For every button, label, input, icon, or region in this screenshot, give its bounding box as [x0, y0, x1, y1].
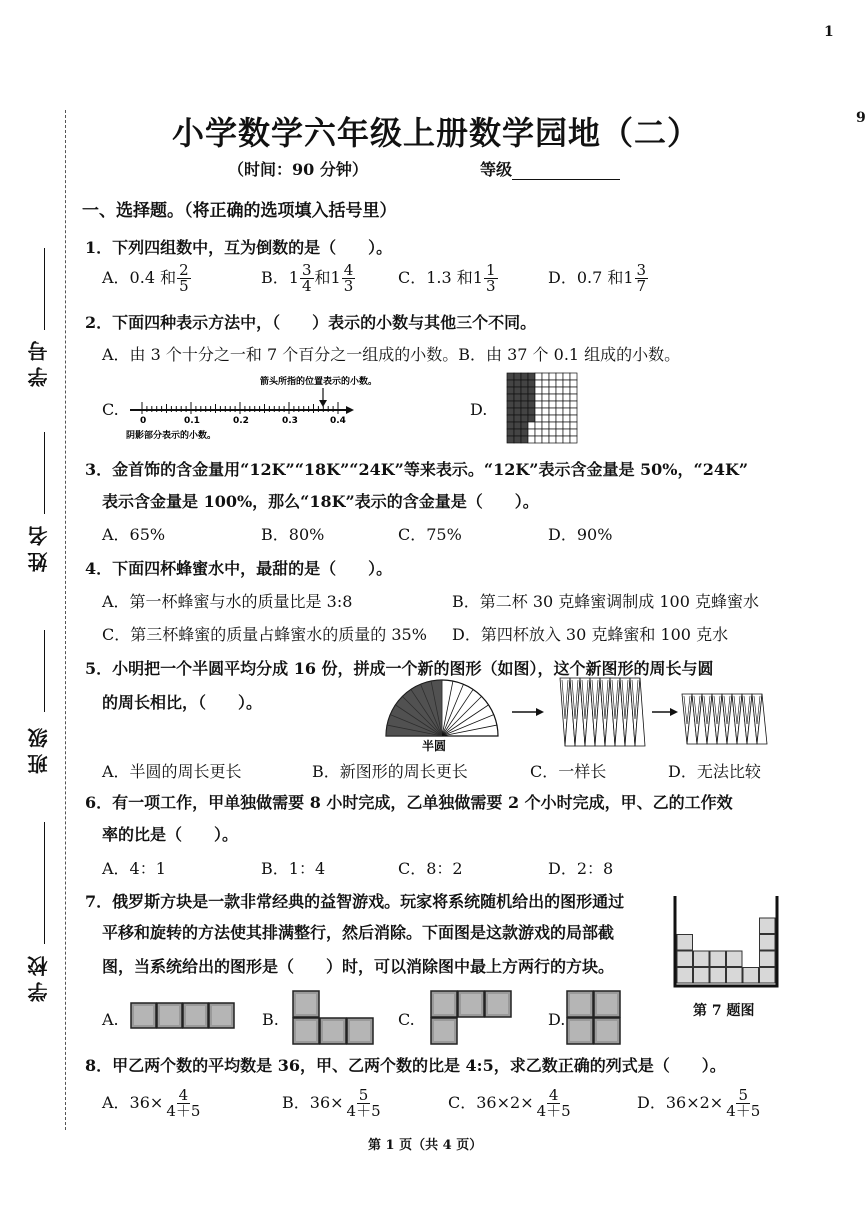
grid-cell [528, 415, 535, 422]
school-label: 学校 [27, 950, 51, 1002]
grid-cell [549, 408, 556, 415]
tetris-board-figure [670, 894, 782, 990]
q5-option-c: C．一样长 [530, 762, 607, 781]
board-block [710, 968, 726, 984]
grid-cell [528, 401, 535, 408]
tick-label-2: 0.2 [233, 416, 249, 426]
grid-cell [535, 436, 542, 443]
grid-cell [528, 373, 535, 380]
grid-cell [542, 380, 549, 387]
grid-cell [549, 436, 556, 443]
page-title: 小学数学六年级上册数学园地（二） [172, 114, 701, 152]
grid-cell [521, 429, 528, 436]
grid-cell [528, 387, 535, 394]
grid-cell [563, 394, 570, 401]
grid-cell [556, 373, 563, 380]
q3-option-d: D．90% [548, 525, 613, 544]
board-block [743, 968, 759, 984]
grid-cell [549, 429, 556, 436]
grid-cell [556, 436, 563, 443]
grid-cell [556, 394, 563, 401]
grid-cell [563, 408, 570, 415]
q1-option-d: D．0.7 和1 $\frac{3}{7}$ [548, 261, 647, 295]
tetromino-block-face [570, 1021, 590, 1041]
grid-cell [514, 429, 521, 436]
grid-cell [549, 415, 556, 422]
q1-option-b: B．1 $\frac{3}{4}$ 和1 $\frac{4}{3}$ [261, 261, 354, 295]
grid-cell [570, 436, 577, 443]
q2-stem: 2．下面四种表示方法中，（ ）表示的小数与其他三个不同。 [85, 313, 537, 332]
q2-option-c-label: C. [102, 400, 119, 419]
grid-cell [542, 394, 549, 401]
q4-option-a: A．第一杯蜂蜜与水的质量比是 3:8 [102, 592, 353, 611]
grid-cell [570, 408, 577, 415]
q4-option-b: B．第二杯 30 克蜂蜜调制成 100 克蜂蜜水 [452, 592, 760, 611]
grid-cell [507, 429, 514, 436]
tetromino-block-face [434, 1021, 454, 1041]
student-id-label: 学号 [27, 335, 51, 387]
q6-option-c: C．8：2 [398, 859, 463, 878]
edge-mark: 9 [856, 110, 866, 126]
tetromino-block-face [186, 1006, 205, 1025]
q5-option-d: D．无法比较 [668, 762, 761, 781]
grid-cell [521, 408, 528, 415]
q4-option-d: D．第四杯放入 30 克蜂蜜和 100 克水 [452, 625, 729, 644]
grid-cell [556, 380, 563, 387]
shaded-half [386, 680, 442, 736]
grid-cell [514, 401, 521, 408]
grid-cell [514, 436, 521, 443]
tetromino-block-face [597, 1021, 617, 1041]
grid-cell [563, 401, 570, 408]
grid-cell [556, 408, 563, 415]
q7-option-d-label: D. [548, 1010, 566, 1029]
board-block [677, 968, 693, 984]
q7-option-b-label: B. [262, 1010, 279, 1029]
grid-cell [563, 415, 570, 422]
q1-option-c: C．1.3 和1 $\frac{1}{3}$ [398, 261, 496, 295]
tetromino-block-face [488, 994, 508, 1014]
board-block [727, 968, 743, 984]
q6-option-d: D．2：8 [548, 859, 614, 878]
grid-cell [556, 422, 563, 429]
tetromino-a [130, 1002, 236, 1032]
grid-cell [535, 394, 542, 401]
q7-line2: 平移和旋转的方法使其排满整行，然后消除。下面图是这款游戏的局部截 [102, 923, 615, 942]
grid-cell [570, 373, 577, 380]
tick-label-3: 0.3 [282, 416, 298, 426]
tetromino-block-face [296, 994, 316, 1014]
grid-cell [542, 387, 549, 394]
grid-cell [542, 408, 549, 415]
class-line [44, 630, 45, 712]
tetromino-block-face [461, 994, 481, 1014]
grid-cell [570, 394, 577, 401]
tetromino-block-face [323, 1021, 343, 1041]
q6-option-b: B．1：4 [261, 859, 326, 878]
semicircle-caption: 半圆 [422, 739, 447, 753]
grid-cell [570, 415, 577, 422]
grid-cell [563, 380, 570, 387]
grid-cell [521, 373, 528, 380]
grid-cell [521, 436, 528, 443]
grid-cell [549, 422, 556, 429]
grid-cell [563, 422, 570, 429]
q5-option-a: A．半圆的周长更长 [102, 762, 242, 781]
tetromino-b [292, 990, 376, 1046]
q6-option-a: A．4：1 [102, 859, 166, 878]
q6-line2: 率的比是（ ）。 [102, 825, 239, 844]
grade-label: 等级 [480, 160, 513, 179]
binding-dashed-line [65, 110, 66, 1130]
board-block [710, 951, 726, 967]
time-label: （时间：90 分钟） [228, 160, 368, 179]
grid-cell [556, 387, 563, 394]
board-block [760, 968, 776, 984]
board-block [760, 918, 776, 934]
grid-cell [542, 429, 549, 436]
grid-cell [535, 422, 542, 429]
tick-label-4: 0.4 [330, 416, 346, 426]
grid-cell [528, 380, 535, 387]
grid-cell [521, 422, 528, 429]
number-line-figure [120, 372, 378, 444]
q1-option-a: A．0.4 和 $\frac{2}{5}$ [102, 261, 189, 295]
board-block [677, 935, 693, 951]
grid-cell [570, 422, 577, 429]
q2-option-d-label: D. [470, 400, 488, 419]
semicircle-rearrange-figure [384, 676, 768, 754]
tetromino-block-face [134, 1006, 153, 1025]
grid-cell [528, 422, 535, 429]
rearranged-shape-1 [560, 678, 645, 746]
grid-cell [542, 373, 549, 380]
grid-cell [521, 387, 528, 394]
grid-cell [542, 401, 549, 408]
board-block [694, 968, 710, 984]
grid-cell [549, 387, 556, 394]
grid-cell [514, 373, 521, 380]
corner-mark: 1 [824, 24, 834, 40]
grid-cell [535, 401, 542, 408]
number-line-arrowhead [346, 406, 354, 414]
grid-cell [535, 380, 542, 387]
q5-option-b: B．新图形的周长更长 [312, 762, 468, 781]
q3-option-b: B．80% [261, 525, 325, 544]
tetromino-c [430, 990, 514, 1046]
tetromino-block-face [434, 994, 454, 1014]
grid-cell [521, 415, 528, 422]
tick-label-0: 0 [140, 416, 147, 426]
grid-cell [542, 415, 549, 422]
grid-cell [514, 422, 521, 429]
name-line [44, 432, 45, 514]
grid-cell [528, 436, 535, 443]
q3-line2: 表示含金量是 100%，那么“18K”表示的含金量是（ ）。 [102, 492, 539, 511]
tetromino-block-face [296, 1021, 316, 1041]
q4-option-c: C．第三杯蜂蜜的质量占蜂蜜水的质量的 35% [102, 625, 427, 644]
grid-cell [514, 394, 521, 401]
grid-cell [521, 401, 528, 408]
pointer-arrow-head [319, 400, 327, 407]
board-block [760, 935, 776, 951]
grid-cell [535, 373, 542, 380]
q7-option-a-label: A. [102, 1010, 119, 1029]
q2-options-ab: A．由 3 个十分之一和 7 个百分之一组成的小数。B．由 37 个 0.1 组成的小数。 [102, 345, 681, 364]
board-block [694, 951, 710, 967]
grid-cell [563, 429, 570, 436]
class-label: 班级 [27, 722, 51, 774]
grid-cell [507, 415, 514, 422]
grid-cell [570, 380, 577, 387]
q5-line2: 的周长相比，（ ）。 [102, 693, 263, 712]
page-footer: 第 1 页（共 4 页） [368, 1138, 483, 1153]
grid-cell [535, 408, 542, 415]
grid-cell [556, 429, 563, 436]
q4-stem: 4．下面四杯蜂蜜水中，最甜的是（ ）。 [85, 559, 393, 578]
grade-field [480, 157, 620, 180]
grid-cell [570, 429, 577, 436]
grid-cell [507, 387, 514, 394]
grid-cell [535, 387, 542, 394]
q3-line1: 3．金首饰的含金量用“12K”“18K”“24K”等来表示。“12K”表示含金量是 50%，“24K” [85, 460, 749, 479]
grid-cell [514, 387, 521, 394]
tetromino-block-face [160, 1006, 179, 1025]
q5-line1: 5．小明把一个半圆平均分成 16 份，拼成一个新的图形（如图），这个新图形的周长与圆 [85, 659, 714, 678]
tetromino-d [566, 990, 622, 1046]
grid-cell [514, 415, 521, 422]
q1-stem: 1．下列四组数中，互为倒数的是（ ）。 [85, 238, 393, 257]
grid-cell [535, 429, 542, 436]
grid-cell [521, 380, 528, 387]
board-block [760, 951, 776, 967]
number-line-ticks [142, 402, 338, 414]
grid-cell [528, 394, 535, 401]
grid-cell [514, 380, 521, 387]
grid-cell [542, 422, 549, 429]
section-title: 一、选择题。（将正确的选项填入括号里） [82, 201, 397, 221]
grid-cell [507, 422, 514, 429]
school-line [44, 822, 45, 944]
q6-line1: 6．有一项工作，甲单独做需要 8 小时完成，乙单独做需要 2 个小时完成，甲、乙的工作效 [85, 793, 733, 812]
q7-figure-caption: 第 7 题图 [693, 1003, 755, 1019]
rearranged-shape-2 [682, 694, 767, 744]
grid-cell [549, 401, 556, 408]
grid-cell [563, 387, 570, 394]
grade-blank [512, 161, 620, 180]
grid-cell [514, 408, 521, 415]
q7-line1: 7．俄罗斯方块是一款非常经典的益智游戏。玩家将系统随机给出的图形通过 [85, 892, 625, 911]
grid-cell [528, 408, 535, 415]
grid-cell [507, 373, 514, 380]
q3-option-c: C．75% [398, 525, 462, 544]
grid-cell [549, 394, 556, 401]
grid-cell [507, 394, 514, 401]
q1-a-fraction: $\frac{2}{5}$ [179, 261, 189, 295]
grid-cell [563, 436, 570, 443]
tetris-board-cells [677, 918, 775, 983]
board-block [677, 951, 693, 967]
grid-cell [528, 429, 535, 436]
grid-cell [549, 380, 556, 387]
grid-cell [507, 408, 514, 415]
grid-cell [507, 380, 514, 387]
grid-cell [563, 373, 570, 380]
grid-cell [507, 436, 514, 443]
grid-cell [556, 401, 563, 408]
grid-cell [542, 436, 549, 443]
grid-cell [535, 415, 542, 422]
tetromino-block-face [570, 994, 590, 1014]
student-id-line [44, 248, 45, 330]
q8-option-d: D．36×2× $\frac{5}{4+5}$ [637, 1086, 761, 1120]
tetromino-block-face [597, 994, 617, 1014]
grid-cell [570, 401, 577, 408]
q8-option-b: B．36× $\frac{5}{4+5}$ [282, 1086, 381, 1120]
tetromino-block-face [212, 1006, 231, 1025]
grid-cell [521, 394, 528, 401]
tetromino-block-face [350, 1021, 370, 1041]
q7-line3: 图，当系统给出的图形是（ ）时，可以消除图中最上方两行的方块。 [102, 957, 615, 976]
shaded-caption: 阴影部分表示的小数。 [126, 431, 217, 441]
hundred-grid-figure [506, 372, 578, 444]
board-block [727, 951, 743, 967]
grid-cell [570, 387, 577, 394]
grid-cell [556, 415, 563, 422]
q8-option-a: A．36× $\frac{4}{4+5}$ [102, 1086, 201, 1120]
tick-label-1: 0.1 [184, 416, 200, 426]
grid-cell [549, 373, 556, 380]
q8-stem: 8．甲乙两个数的平均数是 36，甲、乙两个数的比是 4:5，求乙数正确的列式是（ ）。 [85, 1056, 726, 1075]
grid-cell [507, 401, 514, 408]
name-label: 姓名 [27, 520, 51, 572]
semicircle [386, 680, 498, 736]
q7-option-c-label: C. [398, 1010, 415, 1029]
q8-option-c: C．36×2× $\frac{4}{4+5}$ [448, 1086, 571, 1120]
arrow-caption: 箭头所指的位置表示的小数。 [260, 377, 378, 387]
q3-option-a: A．65% [102, 525, 166, 544]
